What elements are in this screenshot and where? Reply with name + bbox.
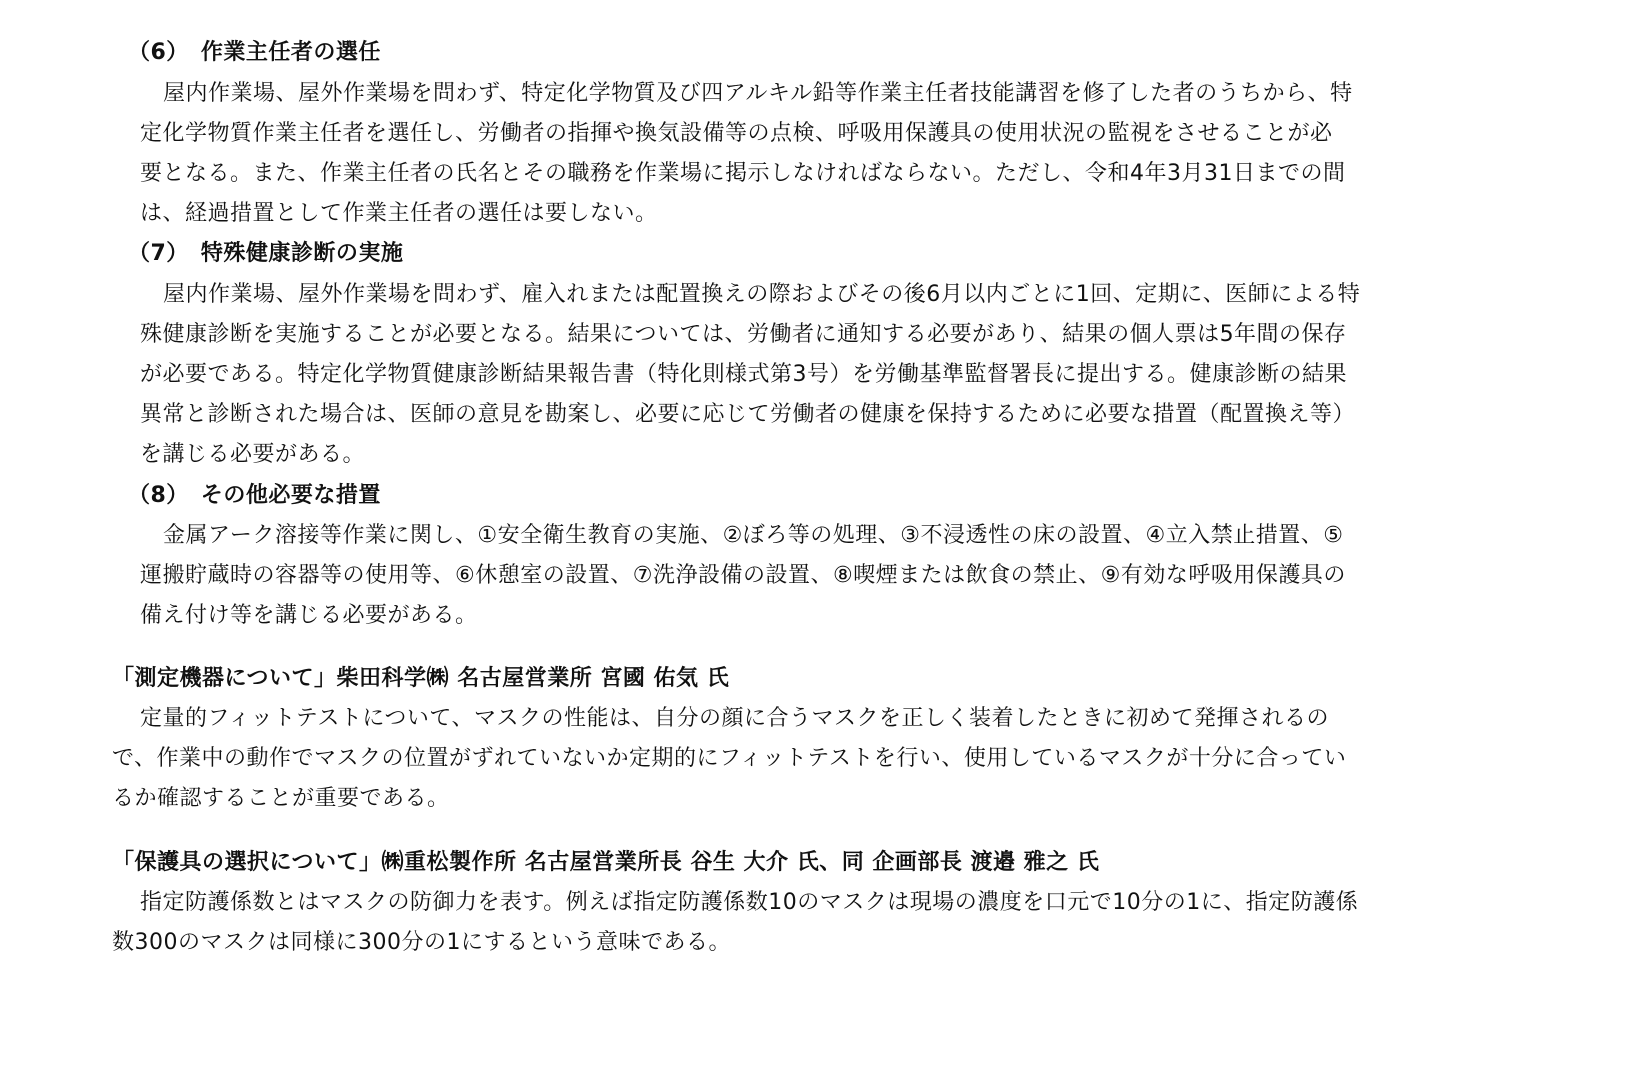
talk-1-line-2: で、作業中の動作でマスクの位置がずれていないか定期的にフィットテストを行い、使用しているマスクが十分に合ってい (112, 746, 1347, 771)
section-8-line-3: 備え付け等を講じる必要がある。 (140, 603, 478, 628)
talk-1-line-1: 定量的フィットテストについて、マスクの性能は、自分の顔に合うマスクを正しく装着したときに初めて発揮されるの (140, 706, 1329, 731)
section-6-heading (128, 38, 381, 68)
section-6-line-4: は、経過措置として作業主任者の選任は要しない。 (140, 201, 658, 226)
section-6-line-1: 屋内作業場、屋外作業場を問わず、特定化学物質及び四アルキル鉛等作業主任者技能講習を修了した者のうちから、特 (163, 81, 1353, 106)
section-8-line-1: 金属アーク溶接等作業に関し、①安全衛生教育の実施、②ぼろ等の処理、③不浸透性の床の設置、④立入禁止措置、⑤ (163, 523, 1344, 548)
section-7-line-5: を講じる必要がある。 (140, 442, 366, 467)
section-7-heading (128, 239, 403, 269)
section-7-number: （7） (128, 241, 189, 266)
section-8-title: その他必要な措置 (200, 483, 381, 508)
talk-2-line-2: 数300のマスクは同様に300分の1にするという意味である。 (112, 930, 731, 955)
section-7-line-2: 殊健康診断を実施することが必要となる。結果については、労働者に通知する必要があり、結果の個人票は5年間の保存 (140, 322, 1347, 347)
section-8-number: （8） (128, 483, 189, 508)
talk-1-heading: 「測定機器について」柴田科学㈱ 名古屋営業所 宮國 佑気 氏 (112, 666, 730, 691)
section-7-line-4: 異常と診断された場合は、医師の意見を勘案し、必要に応じて労働者の健康を保持するために必要な措置（配置換え等） (140, 402, 1356, 427)
section-7-title: 特殊健康診断の実施 (200, 241, 404, 266)
section-6-title: 作業主任者の選任 (200, 40, 381, 65)
section-6-line-3: 要となる。また、作業主任者の氏名とその職務を作業場に掲示しなければならない。ただし、令和4年3月31日までの間 (140, 161, 1346, 186)
section-7-line-3: が必要である。特定化学物質健康診断結果報告書（特化則様式第3号）を労働基準監督署長に提出する。健康診断の結果 (140, 362, 1348, 387)
section-8-line-2: 運搬貯蔵時の容器等の使用等、⑥休憩室の設置、⑦洗浄設備の設置、⑧喫煙または飲食の禁止、⑨有効な呼吸用保護具の (140, 563, 1346, 588)
talk-2-line-1: 指定防護係数とはマスクの防御力を表す。例えば指定防護係数10のマスクは現場の濃度を口元で10分の1に、指定防護係 (140, 890, 1359, 915)
section-7-line-1: 屋内作業場、屋外作業場を問わず、雇入れまたは配置換えの際およびその後6月以内ごとに1回、定期に、医師による特 (163, 282, 1361, 307)
section-6-line-2: 定化学物質作業主任者を選任し、労働者の指揮や換気設備等の点検、呼吸用保護具の使用状況の監視をさせることが必 (140, 121, 1333, 146)
talk-1-line-3: るか確認することが重要である。 (112, 786, 450, 811)
section-6-number: （6） (128, 40, 189, 65)
talk-2-heading: 「保護具の選択について」㈱重松製作所 名古屋営業所長 谷生 大介 氏、同 企画部長 渡邉 雅之 氏 (112, 850, 1100, 875)
section-8-heading (128, 481, 381, 511)
